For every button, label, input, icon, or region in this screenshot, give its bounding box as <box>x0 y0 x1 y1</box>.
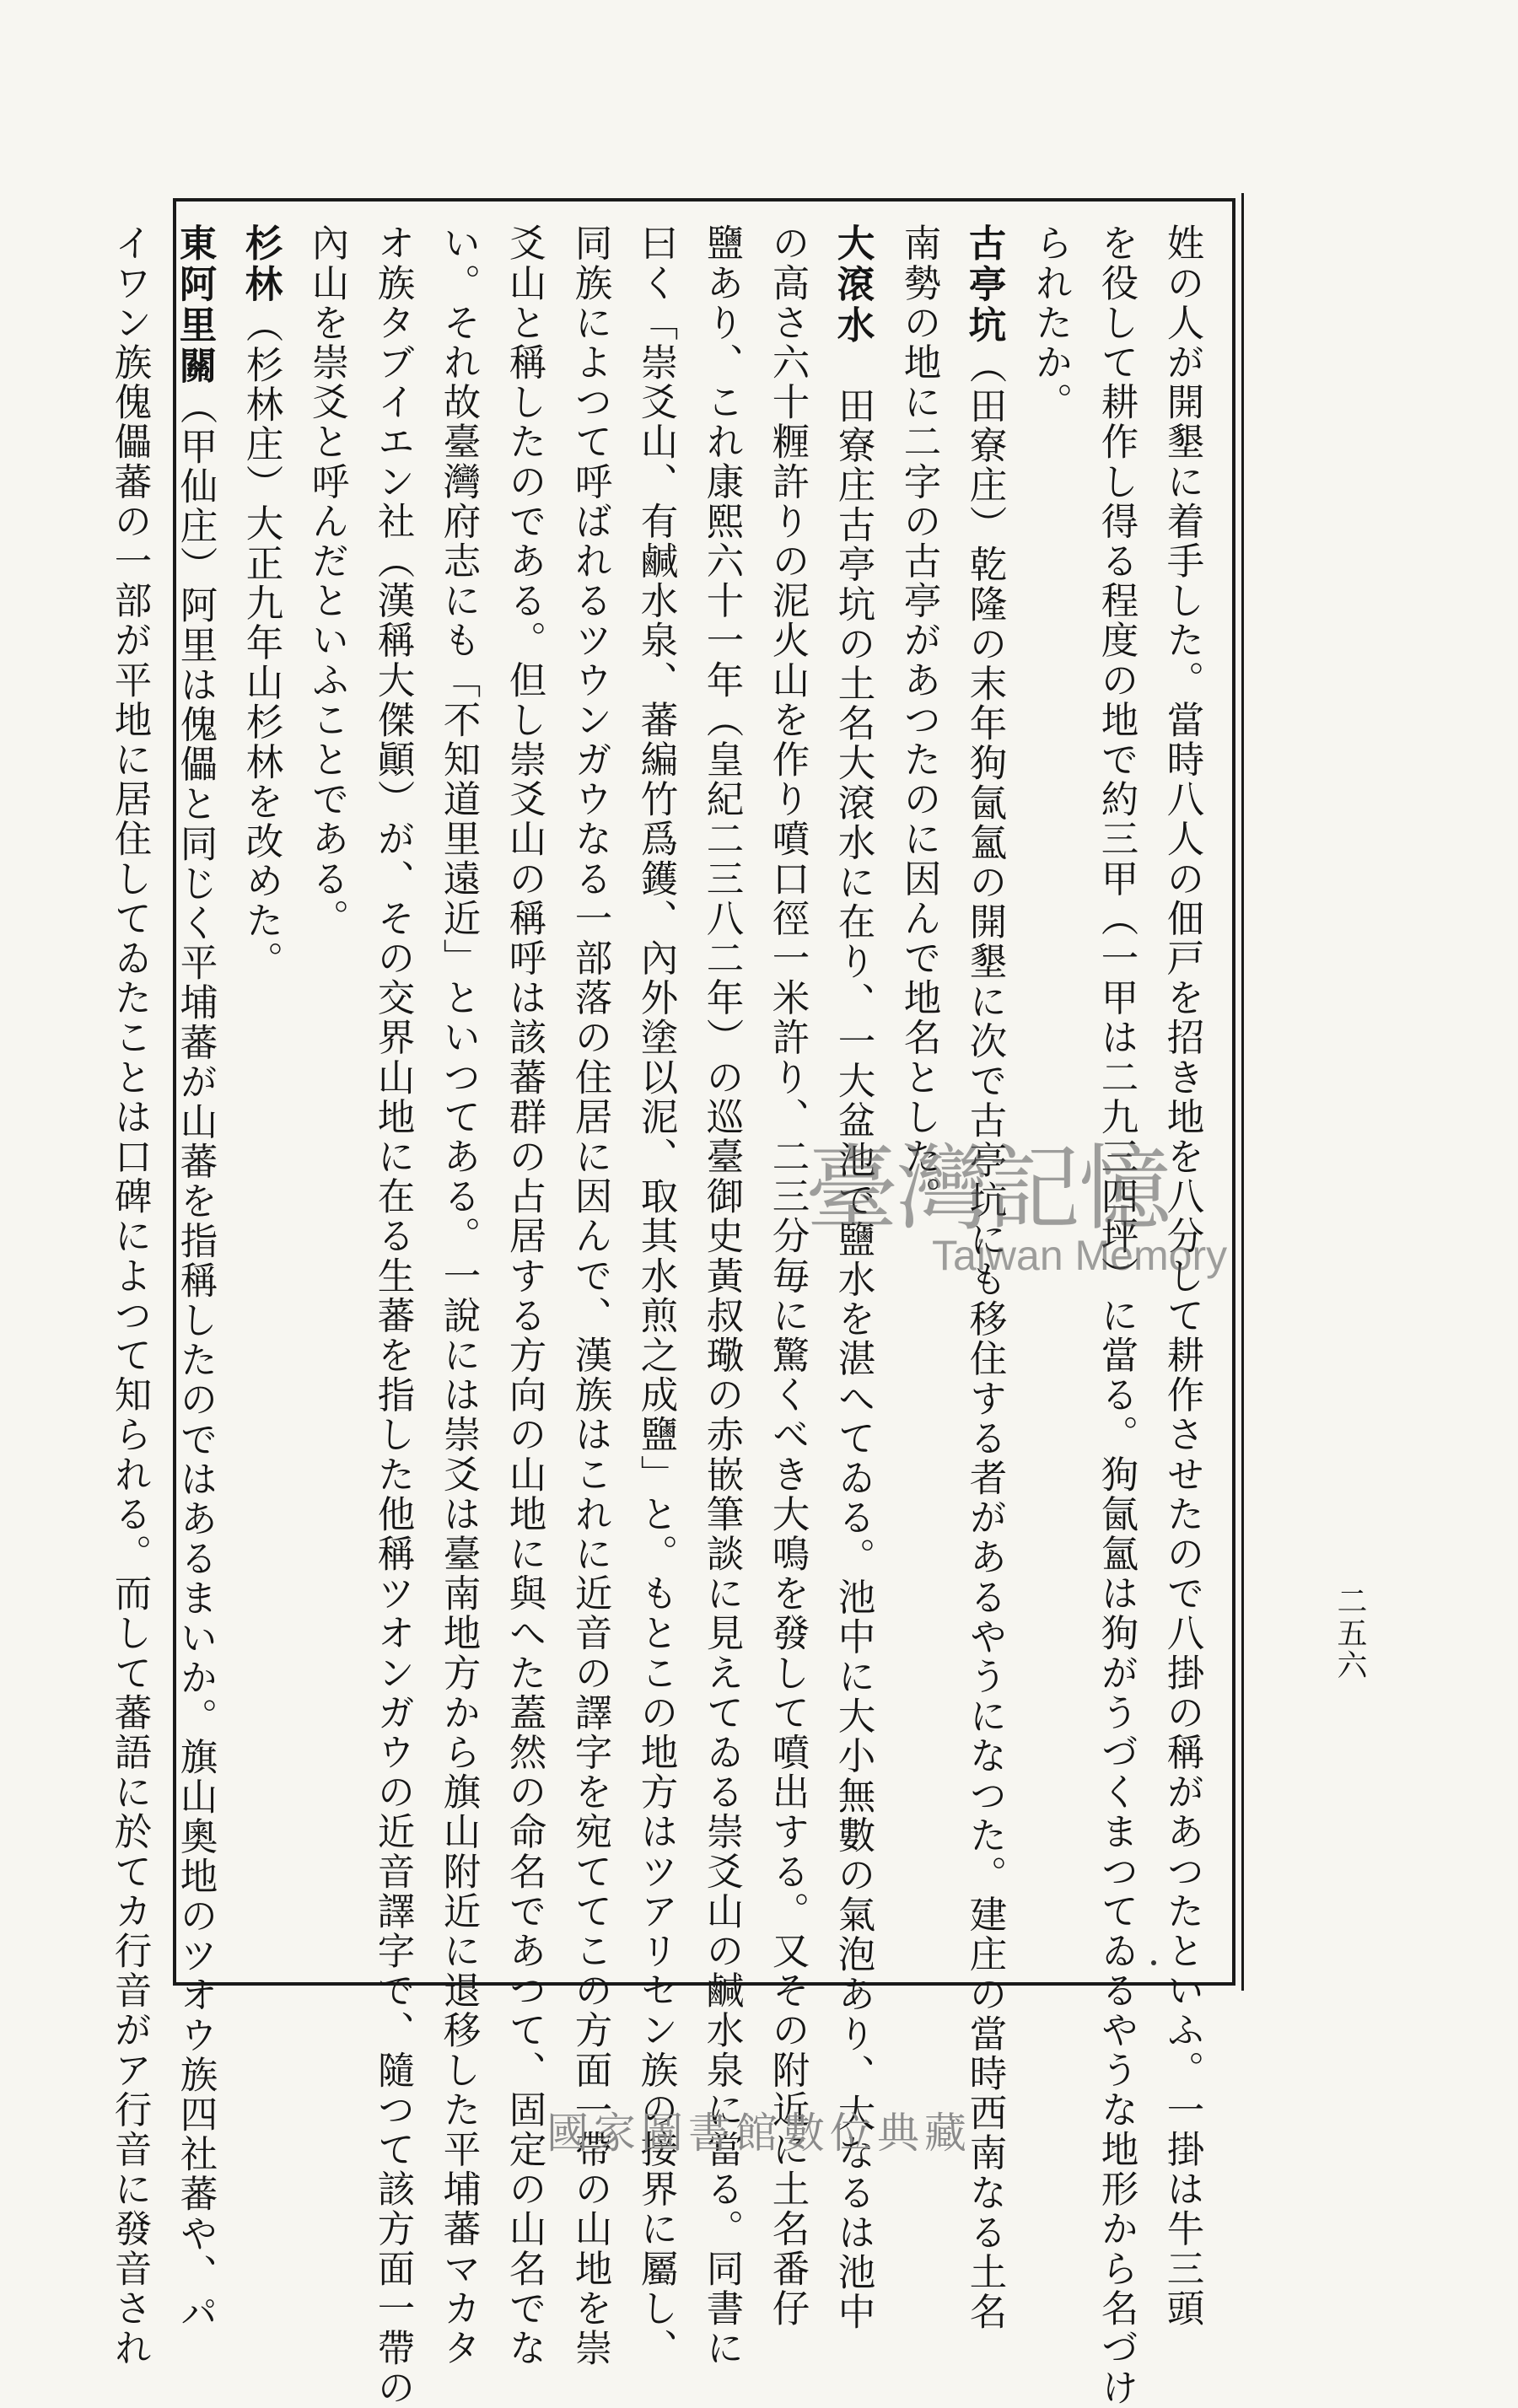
watermark-cjk: 臺灣記憶 <box>805 1135 1170 1243</box>
text-column: い。それ故臺灣府志にも「不知道里遠近」といつてある。一說には崇爻は臺南地方から旗山附近に退移した平埔蕃マカタ <box>437 223 480 2368</box>
text-column: 內山を崇爻と呼んだといふことである。 <box>305 223 348 938</box>
entry-heading: 大滾水 <box>831 223 875 347</box>
text-column: 大滾水 田寮庄古亭坑の土名大滾水に在り、一大盆池で鹽水を湛へてゐる。池中に大小無數の氣泡あり、大なるは池中 <box>831 223 875 2332</box>
text-column: 爻山と稱したのである。但し崇爻山の稱呼は該蕃群の占居する方向の山地に與へた蓋然の命名であつて、固定の山名でな <box>503 223 546 2368</box>
text-column: 曰く「崇爻山、有鹹水泉、蕃編竹爲鑊、內外塗以泥、取其水煎之成鹽」と。もとこの地方はツアリセン族の接界に屬し、 <box>634 223 677 2368</box>
text-column: られたか。 <box>1029 223 1072 422</box>
text-column: オ族タブイエン社（漢稱大傑顚）が、その交界山地に在る生蕃を指した他稱ツオンガウの近音譯字で、隨つて該方面一帶の <box>371 223 414 2408</box>
text-column: 姓の人が開墾に着手した。當時八人の佃戸を招き地を八分して耕作させたので八掛の稱があつたといふ。一掛は牛三頭 <box>1160 223 1203 2329</box>
text-column: 東阿里關（甲仙庄）阿里は傀儡と同じく平埔蕃が山蕃を指稱したのではあるまいか。旗山奧地のツオウ族四社蕃や、パ <box>173 223 217 2333</box>
entry-heading: 東阿里關 <box>173 223 217 387</box>
entry-heading: 古亭坑 <box>962 223 1006 347</box>
text-column: 同族によつて呼ばれるツウンガウなる一部落の住居に因んで、漢族はこれに近音の譯字を宛ててこの方面一帶の山地を崇 <box>568 223 611 2368</box>
entry-heading: 杉林 <box>239 223 283 305</box>
footer-credit: 國家圖書館數位典藏 <box>546 2109 972 2158</box>
text-column: 南勢の地に二字の古亭があつたのに因んで地名とした。 <box>897 223 940 1217</box>
text-column: 鹽あり、これ康熙六十一年（皇紀二三八二年）の巡臺御史黃叔璥の赤嵌筆談に見えてゐる崇爻山の鹹水泉に當る。同書に <box>700 223 743 2368</box>
text-column: 杉林（杉林庄）大正九年山杉林を改めた。 <box>239 223 283 981</box>
text-column: イワン族傀儡蕃の一部が平地に居住してゐたことは口碑によつて知られる。而して蕃語に於てカ行音がア行音に發音され <box>108 223 151 2368</box>
text-column: を役して耕作し得る程度の地で約三甲（一甲は二九三四坪）に當る。狗氤氳は狗がうづくまつてゐるやうな地形から名づけ <box>1095 223 1138 2408</box>
page-number: 二五六 <box>1332 1585 1367 1681</box>
text-column: の高さ六十糎許りの泥火山を作り噴口徑一米許り、二三分毎に驚くべき大鳴を發して噴出する。又その附近に土名番仔 <box>766 223 809 2329</box>
watermark-en: Taiwan Memory <box>932 1232 1228 1279</box>
text-column: 古亭坑（田寮庄）乾隆の末年狗氤氳の開墾に次で古亭坑にも移住する者があるやうになつた。建庄の當時西南なる土名 <box>962 223 1006 2332</box>
page-dot <box>1151 1960 1156 1965</box>
